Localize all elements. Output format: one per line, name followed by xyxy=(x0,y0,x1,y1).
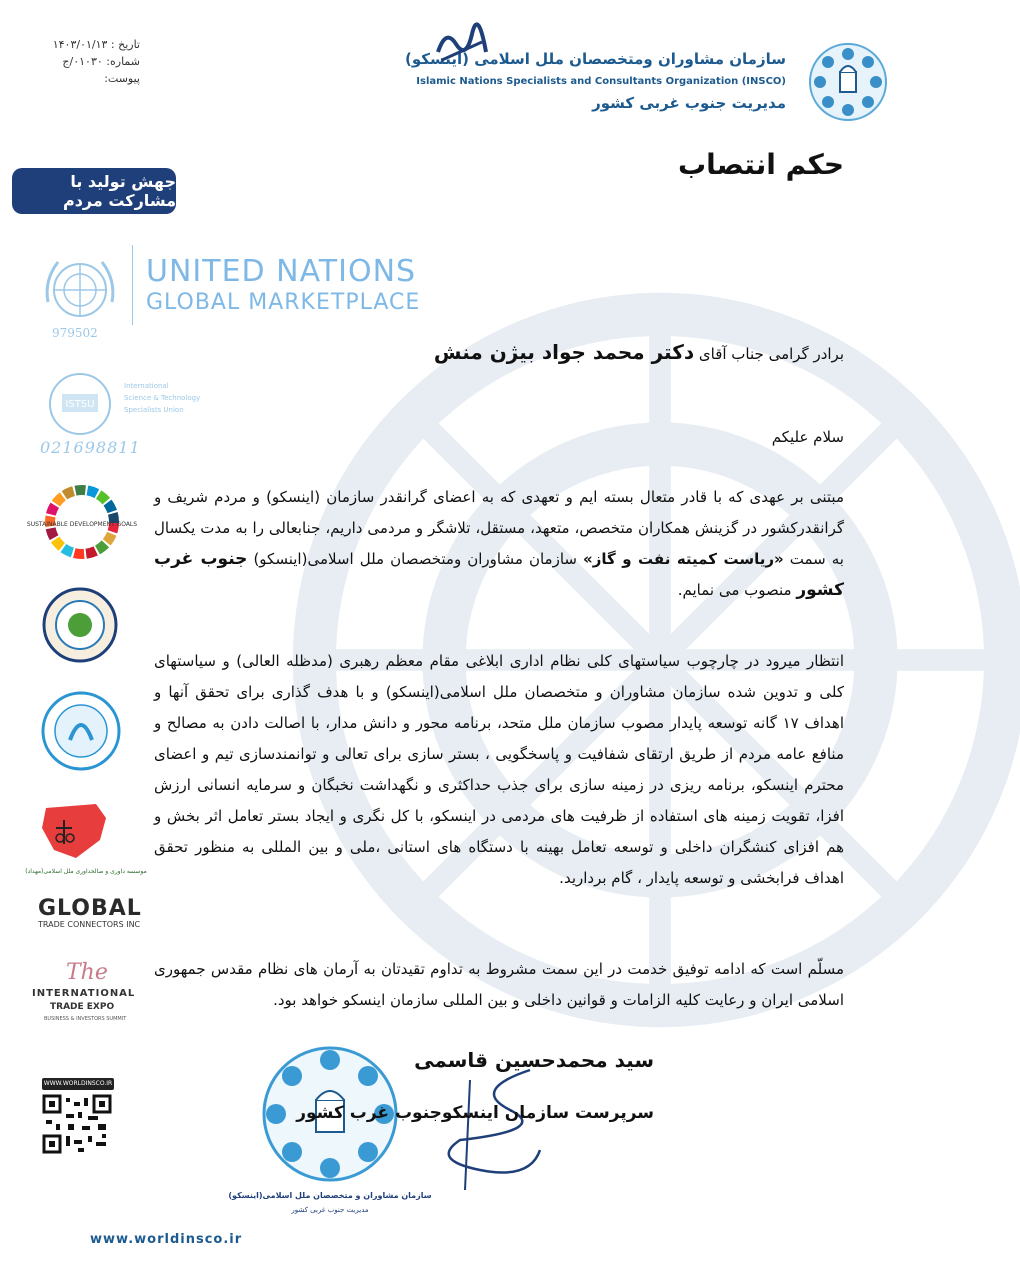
un-number: 979502 xyxy=(52,326,98,340)
handwritten-signature-icon xyxy=(410,1060,560,1200)
sdg-text: SUSTAINABLE DEVELOPMENT GOALS xyxy=(26,521,138,528)
un-title: UNITED NATIONS xyxy=(146,254,417,289)
calligraphy-emblem xyxy=(432,22,492,64)
region-name: جنوب غرب کشور xyxy=(154,549,844,600)
expo-the: The xyxy=(66,960,108,985)
qr-code-icon xyxy=(42,1094,112,1154)
sdg-wheel-icon xyxy=(26,480,138,564)
qr-url-label: WWW.WORLDINSCO.IR xyxy=(42,1078,114,1090)
insco-logo xyxy=(808,42,888,122)
footer-website-link[interactable]: www.worldinsco.ir xyxy=(90,1232,243,1247)
stamp-org-text: سازمان مشاوران و متخصصان ملل اسلامی(اینسکو) xyxy=(228,1191,432,1200)
paragraph-1: مبتنی بر عهدی که با قادر متعال بسته ایم و تعهدی که به اعضای گرانقدر سازمان (اینسکو) و مردم شریف و گرانقدرکشور در گزینش همکاران متخصص، متعهد، مستقل، تلاشگر و مردمی داریم، جنابعالی را به مدت یکسال به سمت «ریاست کمیته نفت و گاز» سازمان مشاوران ومتخصصان ملل اسلامی(اینسکو) جنوب غرب کشور منصوب می نمایم. xyxy=(154,488,844,600)
role-title: «ریاست کمیته نفت و گاز» xyxy=(583,550,784,568)
page-title: حکم انتصاب xyxy=(678,148,844,181)
salutation: سلام علیکم xyxy=(771,428,844,446)
expo-sub: BUSINESS & INVESTORS SUMMIT xyxy=(44,1016,127,1022)
un-logo-icon xyxy=(40,250,120,330)
paragraph-2: انتظار میرود در چارچوب سیاستهای کلی نظام اداری ابلاغی مقام معظم رهبری (مدظله العالی) و سیاستهای کلی و تدوین شده سازمان مشاوران و متخصصان ملل اسلامی(اینسکو) و با هدف گذاری برای تحقق آنها و اهداف ۱۷ گانه توسعه پایدار مصوب سازمان ملل متحد، برنامه محور و دانش مدار، با اصالت دادن به مصالح و منافع عامه مردم از طریق ارتقای شفافیت و پاسخگویی ، بستر سازی برای تعالی و توانمندسازی تیم و اعضای محترم اینسکو، برنامه ریزی در زمینه سازی برای جذب حداکثری و نگهداشت نخبگان و سرمایه انسانی ارزش افزا، تقویت زمینه های استفاده از ظرفیت های مردمی در اینسکو، با کل نگری و ایجاد بستر تعامل اثر بخش و هم افزای کنشگران داخلی و توسعه تعامل بهینه با دستگاه های استانی ،ملی و بین المللی به منظور تحقق اهداف فرابخشی و توسعه پایدار ، گام بردارید. xyxy=(154,652,844,887)
stamp-sub-text: مدیریت جنوب غربی کشور xyxy=(291,1206,369,1214)
number-line: شماره: ۰۱۰۳۰/ج xyxy=(62,55,140,68)
recipient-name: دکتر محمد جواد بیژن منش xyxy=(433,340,695,364)
date-line: تاریخ : ۱۴۰۳/۰۱/۱۳ xyxy=(52,38,140,51)
international-trade-seal-icon xyxy=(40,690,122,772)
un-subtitle: GLOBAL MARKETPLACE xyxy=(146,290,421,315)
expo-trade: TRADE EXPO xyxy=(50,1002,115,1012)
signer-position: سرپرست سازمان اینسکوجنوب غرب کشور xyxy=(296,1103,654,1123)
greeting: برادر گرامی جناب آقای دکتر محمد جواد بیژن منش xyxy=(433,340,844,364)
organization-stamp-icon xyxy=(228,1040,432,1220)
attachment-line: پیوست: xyxy=(104,72,140,85)
istsu-logo-icon xyxy=(40,370,120,440)
signer-name: سید محمدحسین قاسمی xyxy=(414,1048,654,1072)
mahdad-logo-icon xyxy=(25,800,147,882)
svg-text:ISTSU: ISTSU xyxy=(65,399,95,410)
expo-name: INTERNATIONAL xyxy=(32,988,136,999)
org-name-fa: سازمان مشاوران ومتخصصان ملل اسلامی (اینسکو) xyxy=(404,50,786,68)
un-divider xyxy=(132,245,133,325)
round-seal-icon xyxy=(40,585,120,665)
trade-expo-logo xyxy=(32,960,136,1034)
global-logo-text: GLOBAL xyxy=(38,896,142,921)
mahdad-text: موسسه داوری و صالحداوری ملل اسلامی(مهداد) xyxy=(25,868,147,875)
istsu-text: International Science & Technology Specialists Union xyxy=(124,382,201,414)
istsu-phone: 021698811 xyxy=(40,438,141,457)
global-sub-text: TRADE CONNECTORS INC xyxy=(38,920,141,929)
org-name-en: Islamic Nations Specialists and Consultants Organization (INSCO) xyxy=(416,76,786,87)
paragraph-3: مسلّم است که ادامه توفیق خدمت در این سمت مشروط به تداوم تقیدتان به آرمان های نظام مقدس جمهوری اسلامی ایران و رعایت کلیه الزامات و قوانین داخلی و بین المللی سازمان اینسکو خواهد بود. xyxy=(154,960,844,1009)
org-sub-fa: مدیریت جنوب غربی کشور xyxy=(592,94,786,112)
slogan-badge: جهش تولید با مشارکت مردم xyxy=(12,168,176,214)
